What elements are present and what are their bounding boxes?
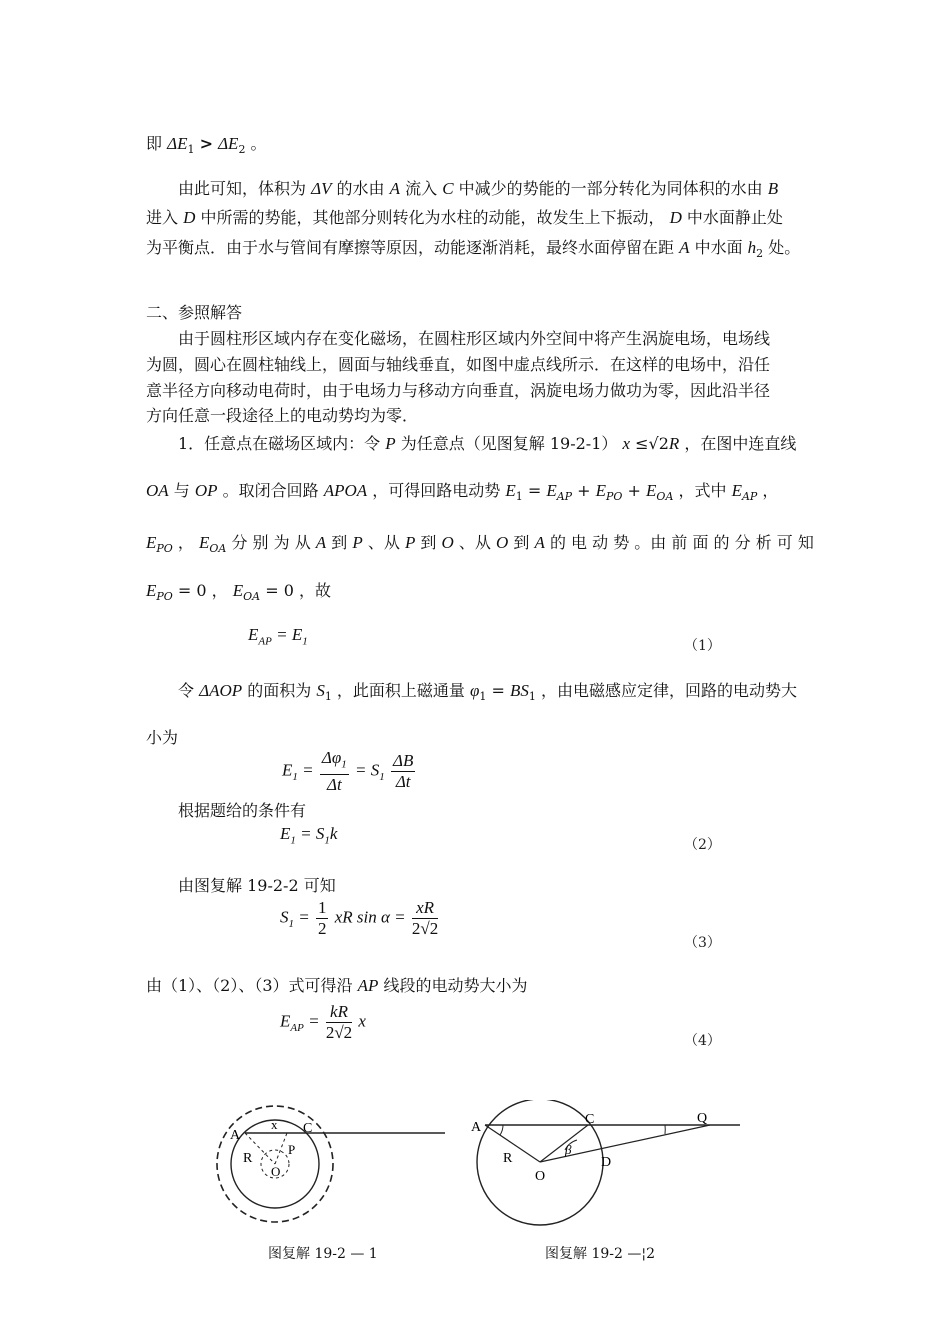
section-line-4: 方向任意一段途径上的电动势均为零． [146, 406, 419, 425]
label-x: x [271, 1117, 278, 1132]
case1-line-2: OA 与 OP 。取闭合回路 APOA ，可得回路电动势 $E_1 = E_{AP} + E_{PO} + E_{OA}$ ，式中 $E_{AP}$ ， [146, 481, 779, 504]
equation-2: $E_1 = S_1k$ [280, 824, 338, 847]
paragraph-1-line-2: 进入 D 中所需的势能，其他部分则转化为水柱的动能，故发生上下振动， D 中水面静止处 [146, 208, 783, 227]
radius-oa-2 [485, 1125, 540, 1162]
label-p: P [288, 1142, 296, 1157]
figure-ref-line: 由图复解 19-2-2 可知 [178, 876, 336, 895]
label-q: Q [697, 1111, 708, 1126]
label-r: R [243, 1151, 253, 1166]
equation-2-number: （2） [684, 837, 721, 853]
conclusion-line: 即 $\Delta E_1 > \Delta E_2$ 。 [146, 134, 267, 157]
label-a: A [230, 1128, 241, 1143]
label-c-2: C [585, 1112, 595, 1127]
label-r-2: R [503, 1151, 513, 1166]
section-line-2: 为圆，圆心在圆柱轴线上，圆面与轴线垂直，如图中虚点线所示．在这样的电场中，沿任 [146, 355, 771, 374]
equation-4-number: （4） [684, 1033, 721, 1049]
case1-line-3: $E_{PO}$ ， $E_{OA}$ 分 别 为 从 A 到 P 、从 P 到 O 、从 O 到 A 的 电 动 势 。由 前 面 的 分 析 可 知 [146, 533, 814, 556]
label-c: C [303, 1121, 313, 1136]
equation-1: $E_{AP} = E_1$ [248, 625, 308, 648]
combine-line: 由（1）、（2）、（3）式可得沿 AP 线段的电动势大小为 [146, 976, 528, 995]
section-line-3: 意半径方向移动电荷时，由于电场力与移动方向垂直，涡旋电场力做功为零，因此沿半径 [146, 381, 771, 400]
label-a-2: A [471, 1120, 482, 1135]
equation-1-number: （1） [684, 638, 721, 654]
equation-3: $S_1$ = $\frac{1}{2}$ xR sin α = $\frac{xR}{2√2}$ [280, 898, 439, 938]
figure-2-caption: 图复解 19-2 —¦2 [545, 1246, 655, 1262]
flux-line-1: 令 ΔAOP 的面积为 $S_1$ ，此面积上磁通量 $\varphi_1 = BS_1$ ，由电磁感应定律，回路的电动势大 [178, 681, 797, 704]
equation-3-number: （3） [684, 935, 721, 951]
case1-line-4: $E_{PO} = 0$ ， $E_{OA} = 0$ ，故 [146, 581, 331, 604]
label-o-2: O [535, 1169, 546, 1184]
condition-line: 根据题给的条件有 [178, 801, 307, 820]
segment-op [275, 1133, 287, 1164]
figure-2-diagram [465, 1100, 745, 1230]
equation-4: $E_{AP}$ = $\frac{kR}{2√2}$ x [280, 1002, 366, 1042]
label-o: O [271, 1164, 281, 1179]
label-beta: β [565, 1142, 572, 1157]
section-title: 二、参照解答 [146, 303, 243, 322]
equation-emf: $E_1$ = $\frac{\Delta\varphi_1}{\Delta t}$ = $S_1$ $\frac{\Delta B}{\Delta t}$ [282, 748, 414, 795]
figure-1-diagram [205, 1100, 445, 1230]
angle-a-arc [500, 1125, 503, 1135]
flux-line-2: 小为 [146, 728, 179, 747]
paragraph-1-line-1: 由此可知，体积为 ΔV 的水由 A 流入 C 中减少的势能的一部分转化为同体积的水由 B [178, 179, 779, 198]
section-line-1: 由于圆柱形区域内存在变化磁场，在圆柱形区域内外空间中将产生涡旋电场，电场线 [178, 329, 771, 348]
paragraph-1-line-3: 为平衡点．由于水与管间有摩擦等原因，动能逐渐消耗，最终水面停留在距 A 中水面 $h_2$ 处。 [146, 238, 801, 261]
case1-line-1: 1．任意点在磁场区域内：令 P 为任意点（见图复解 19-2-1） x ≤√2R ，在图中连直线 [178, 434, 797, 453]
label-d: D [601, 1155, 612, 1170]
figure-1-caption: 图复解 19-2 — 1 [268, 1246, 378, 1262]
